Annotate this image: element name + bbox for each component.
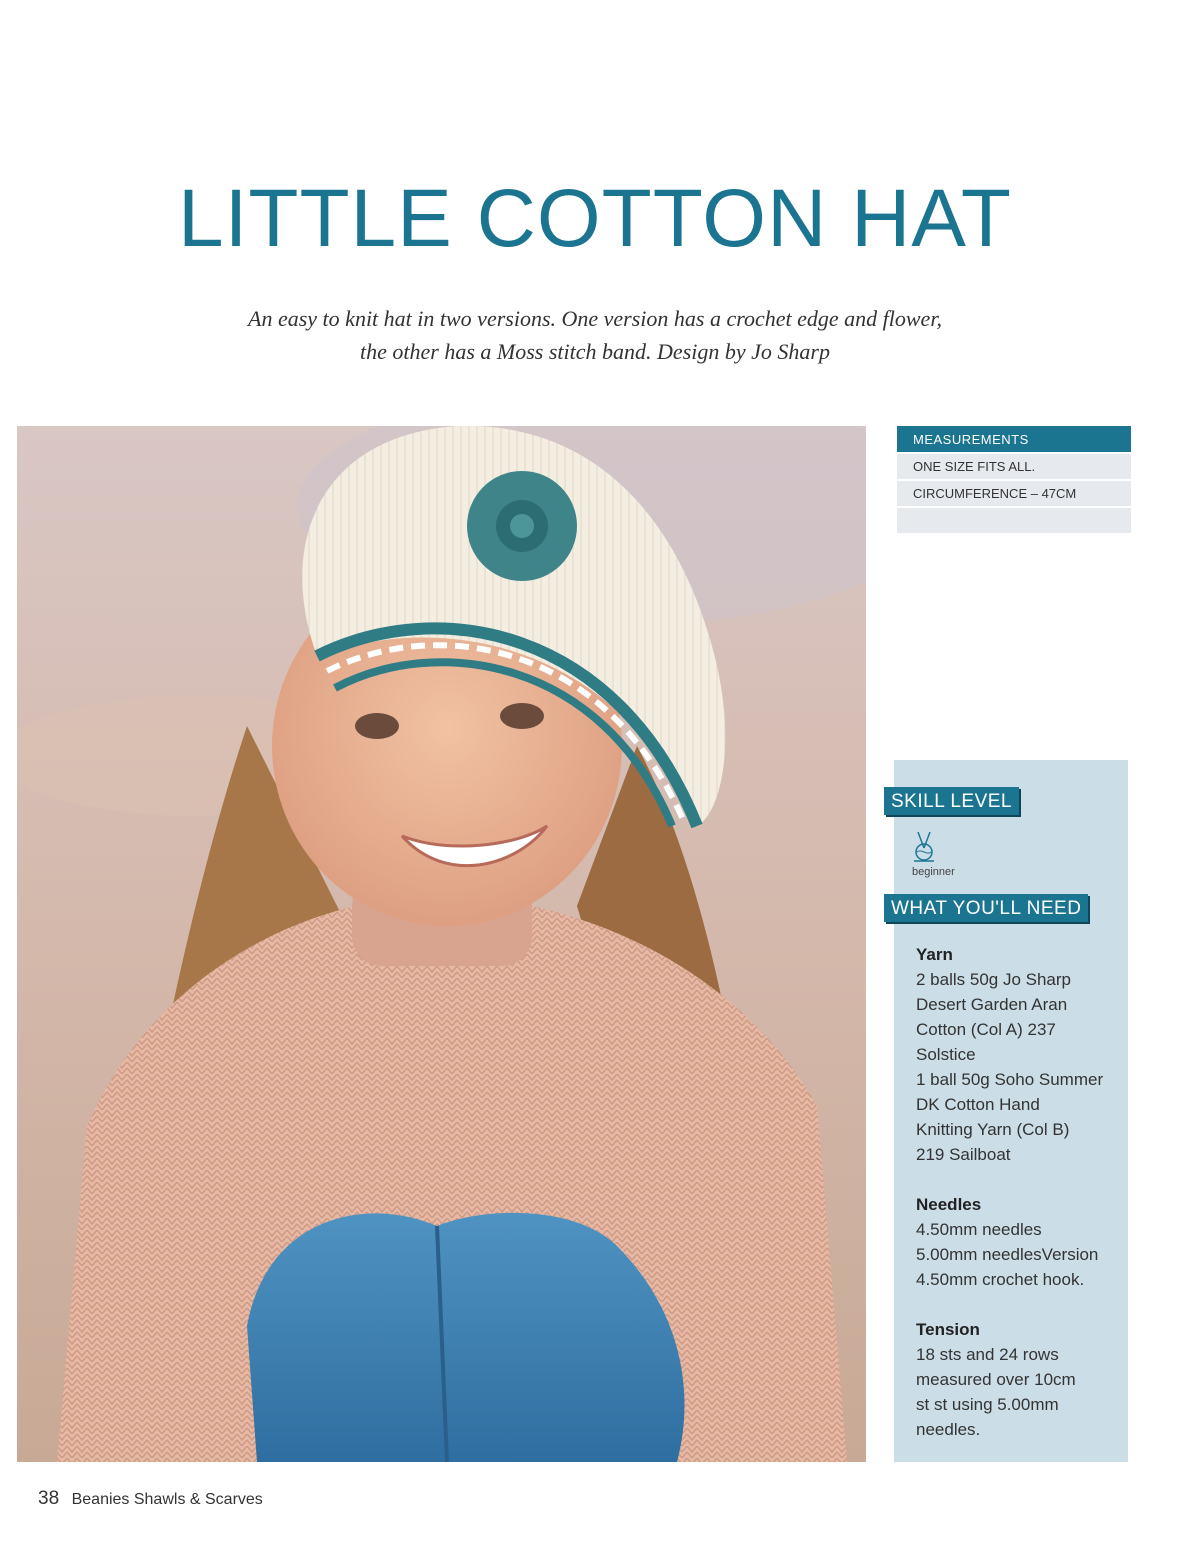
page-footer <box>38 1488 263 1510</box>
intro-line-1: An easy to knit hat in two versions. One version has a crochet edge and flower, <box>248 306 942 331</box>
tension-line: measured over 10cm <box>916 1370 1076 1389</box>
tension-heading: Tension <box>916 1320 980 1339</box>
yarn-heading: Yarn <box>916 945 953 964</box>
measurement-row: CIRCUMFERENCE – 47CM <box>897 479 1131 506</box>
measurements-table <box>897 426 1131 533</box>
book-title: Beanies Shawls & Scarves <box>71 1491 263 1508</box>
skill-level-value: beginner <box>912 866 955 878</box>
tension-line: st st using 5.00mm <box>916 1395 1059 1414</box>
measurements-heading: MEASUREMENTS <box>897 426 1131 452</box>
materials-list <box>916 942 1126 1442</box>
measurement-row: ONE SIZE FITS ALL. <box>897 452 1131 479</box>
intro-line-2: the other has a Moss stitch band. Design by Jo Sharp <box>360 339 830 364</box>
yarn-line: Cotton (Col A) 237 <box>916 1020 1056 1039</box>
yarn-line: 2 balls 50g Jo Sharp <box>916 970 1071 989</box>
yarn-line: Desert Garden Aran <box>916 995 1068 1014</box>
yarn-line: DK Cotton Hand <box>916 1095 1040 1114</box>
tension-line: needles. <box>916 1420 981 1439</box>
needles-line: 4.50mm needles <box>916 1220 1042 1239</box>
yarn-line: 1 ball 50g Soho Summer <box>916 1070 1104 1089</box>
skill-level-heading: SKILL LEVEL <box>884 787 1019 815</box>
intro-text <box>150 302 1040 368</box>
yarn-line: Solstice <box>916 1045 976 1064</box>
needles-line: 5.00mm needlesVersion <box>916 1245 1099 1264</box>
page-title: LITTLE COTTON HAT <box>177 173 1013 264</box>
needles-heading: Needles <box>916 1195 982 1214</box>
needles-line: 4.50mm crochet hook. <box>916 1270 1085 1289</box>
page-number: 38 <box>38 1488 60 1509</box>
yarn-line: Knitting Yarn (Col B) <box>916 1120 1070 1139</box>
measurement-row <box>897 506 1131 533</box>
yarn-line: 219 Sailboat <box>916 1145 1011 1164</box>
yarn-ball-icon <box>912 830 936 869</box>
tension-line: 18 sts and 24 rows <box>916 1345 1059 1364</box>
what-you-need-heading: WHAT YOU'LL NEED <box>884 894 1088 922</box>
hero-photo <box>17 426 866 1462</box>
